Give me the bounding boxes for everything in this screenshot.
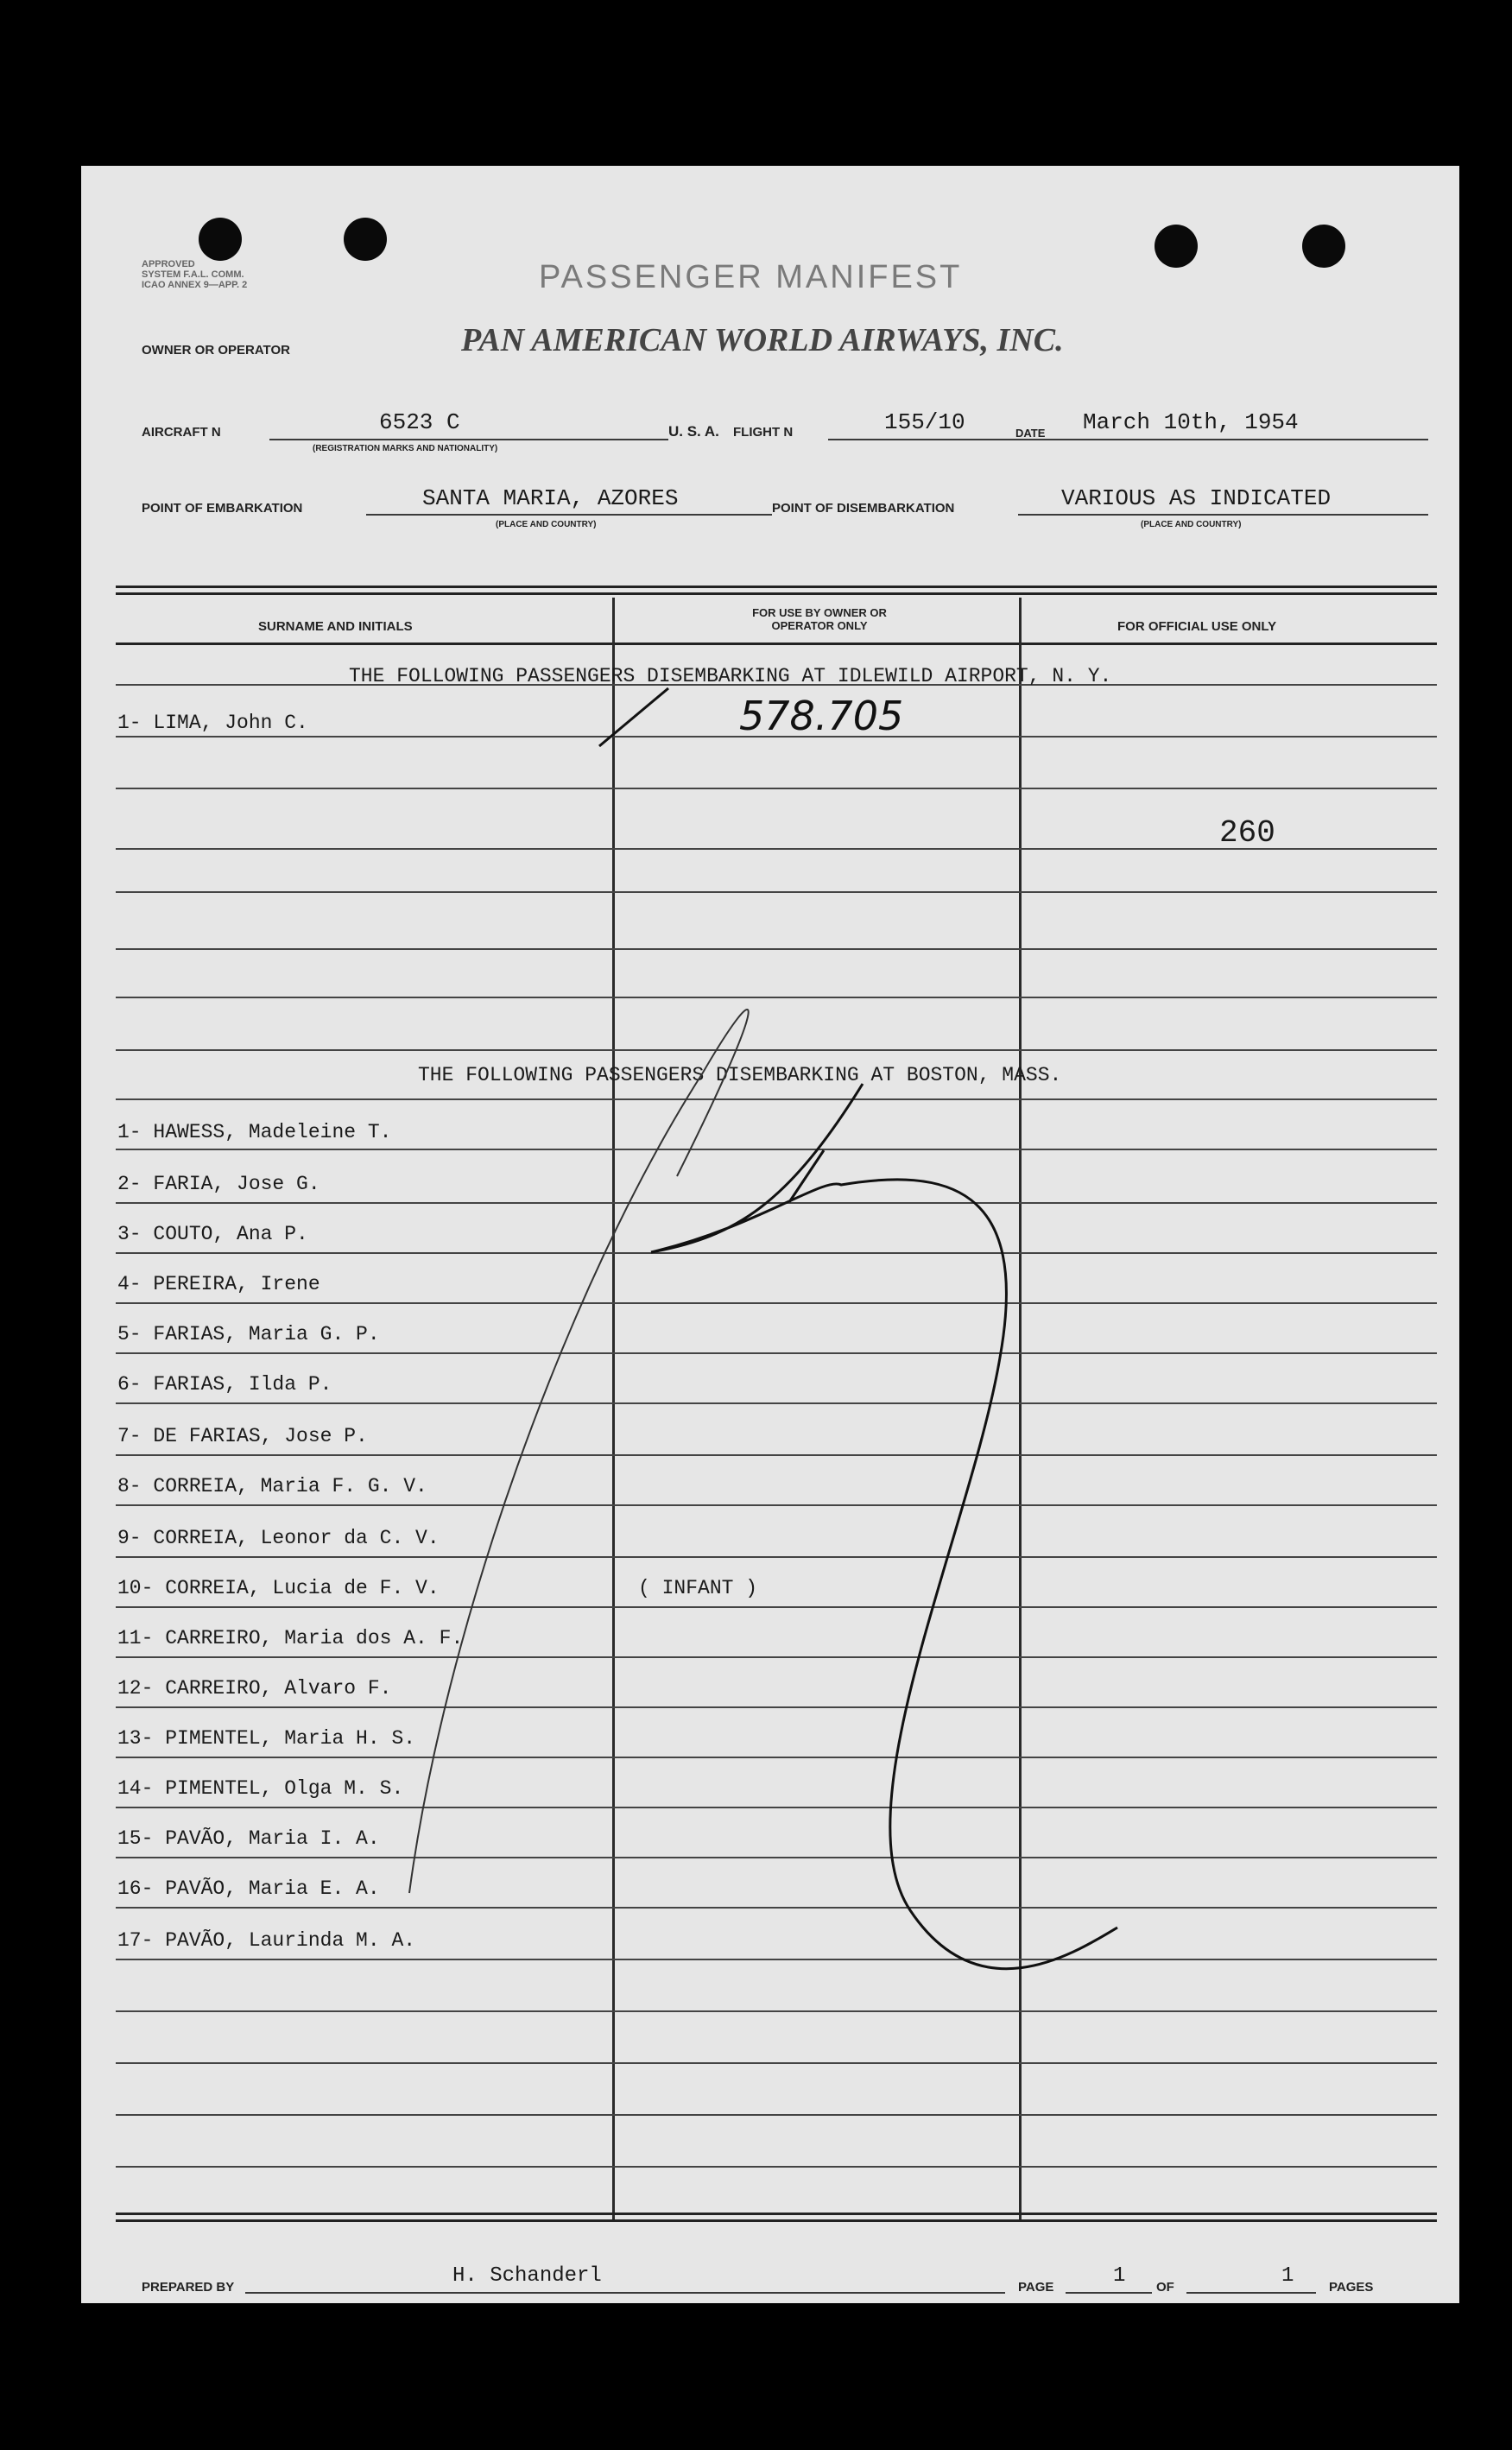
col-surname-header: SURNAME AND INITIALS [258, 619, 413, 634]
approval-note [142, 259, 247, 290]
prepared-by-value: H. Schanderl [452, 2264, 602, 2288]
passenger-entry: 1- LIMA, John C. [117, 712, 308, 734]
disembark-sublabel: (PLACE AND COUNTRY) [1141, 520, 1242, 529]
disembark-label: POINT OF DISEMBARKATION [772, 501, 955, 516]
owner-label: OWNER OR OPERATOR [142, 343, 290, 358]
punch-hole [344, 218, 387, 261]
flight-value: 155/10 [884, 409, 965, 435]
passenger-entry: 9- CORREIA, Leonor da C. V. [117, 1527, 440, 1549]
passenger-entry: 2- FARIA, Jose G. [117, 1173, 320, 1195]
embark-value: SANTA MARIA, AZORES [422, 485, 679, 511]
passenger-entry: 11- CARREIRO, Maria dos A. F. [117, 1627, 464, 1649]
aircraft-sublabel: (REGISTRATION MARKS AND NATIONALITY) [313, 444, 498, 453]
page-number: 1 [1113, 2264, 1126, 2288]
date-label: DATE [1015, 427, 1046, 440]
col-owner-header: FOR USE BY OWNER OR OPERATOR ONLY [752, 606, 887, 632]
passenger-entry: 14- PIMENTEL, Olga M. S. [117, 1777, 404, 1800]
pages-label: PAGES [1329, 2280, 1374, 2295]
punch-hole [1155, 225, 1198, 268]
manifest-page [81, 166, 1459, 2303]
passenger-entry: 12- CARREIRO, Alvaro F. [117, 1677, 392, 1700]
passenger-entry: 13- PIMENTEL, Maria H. S. [117, 1727, 416, 1750]
operator-name: PAN AMERICAN WORLD AIRWAYS, INC. [461, 322, 1064, 358]
passenger-entry: 16- PAVÃO, Maria E. A. [117, 1877, 380, 1900]
aircraft-label: AIRCRAFT N [142, 425, 221, 440]
official-number: 260 [1219, 815, 1275, 851]
passenger-entry: 15- PAVÃO, Maria I. A. [117, 1827, 380, 1850]
approval-line-1: APPROVED [142, 259, 195, 269]
passenger-entry: 4- PEREIRA, Irene [117, 1273, 320, 1295]
passenger-entry: 3- COUTO, Ana P. [117, 1223, 308, 1245]
embark-label: POINT OF EMBARKATION [142, 501, 303, 516]
page-label: PAGE [1018, 2280, 1054, 2295]
infant-note: ( INFANT ) [638, 1577, 758, 1599]
passenger-entry: 8- CORREIA, Maria F. G. V. [117, 1475, 427, 1497]
approval-line-2: SYSTEM F.A.L. COMM. [142, 269, 244, 280]
column-divider [1019, 598, 1022, 2221]
col-official-header: FOR OFFICIAL USE ONLY [1117, 619, 1277, 634]
passenger-entry: 1- HAWESS, Madeleine T. [117, 1121, 392, 1143]
prepared-label: PREPARED BY [142, 2280, 235, 2295]
section-heading-idlewild: THE FOLLOWING PASSENGERS DISEMBARKING AT IDLEWILD AIRPORT, N. Y. [349, 665, 1112, 687]
country-value: U. S. A. [668, 423, 719, 440]
passenger-entry: 7- DE FARIAS, Jose P. [117, 1425, 368, 1447]
handwritten-number: 578.705 [739, 693, 904, 739]
passenger-entry: 10- CORREIA, Lucia de F. V. [117, 1577, 440, 1599]
embark-sublabel: (PLACE AND COUNTRY) [496, 520, 597, 529]
passenger-entry: 5- FARIAS, Maria G. P. [117, 1323, 380, 1345]
pages-total: 1 [1281, 2264, 1294, 2288]
page-title: PASSENGER MANIFEST [539, 259, 963, 295]
date-value: March 10th, 1954 [1083, 409, 1299, 435]
punch-hole [199, 218, 242, 261]
column-divider [612, 598, 615, 2221]
aircraft-value: 6523 C [379, 409, 460, 435]
passenger-entry: 17- PAVÃO, Laurinda M. A. [117, 1929, 416, 1952]
punch-hole [1302, 225, 1345, 268]
approval-line-3: ICAO ANNEX 9—APP. 2 [142, 280, 248, 290]
disembark-value: VARIOUS AS INDICATED [1061, 485, 1332, 511]
flight-label: FLIGHT N [733, 425, 794, 440]
passenger-entry: 6- FARIAS, Ilda P. [117, 1373, 332, 1396]
of-label: OF [1156, 2280, 1174, 2295]
section-heading-boston: THE FOLLOWING PASSENGERS DISEMBARKING AT BOSTON, MASS. [418, 1064, 1062, 1086]
